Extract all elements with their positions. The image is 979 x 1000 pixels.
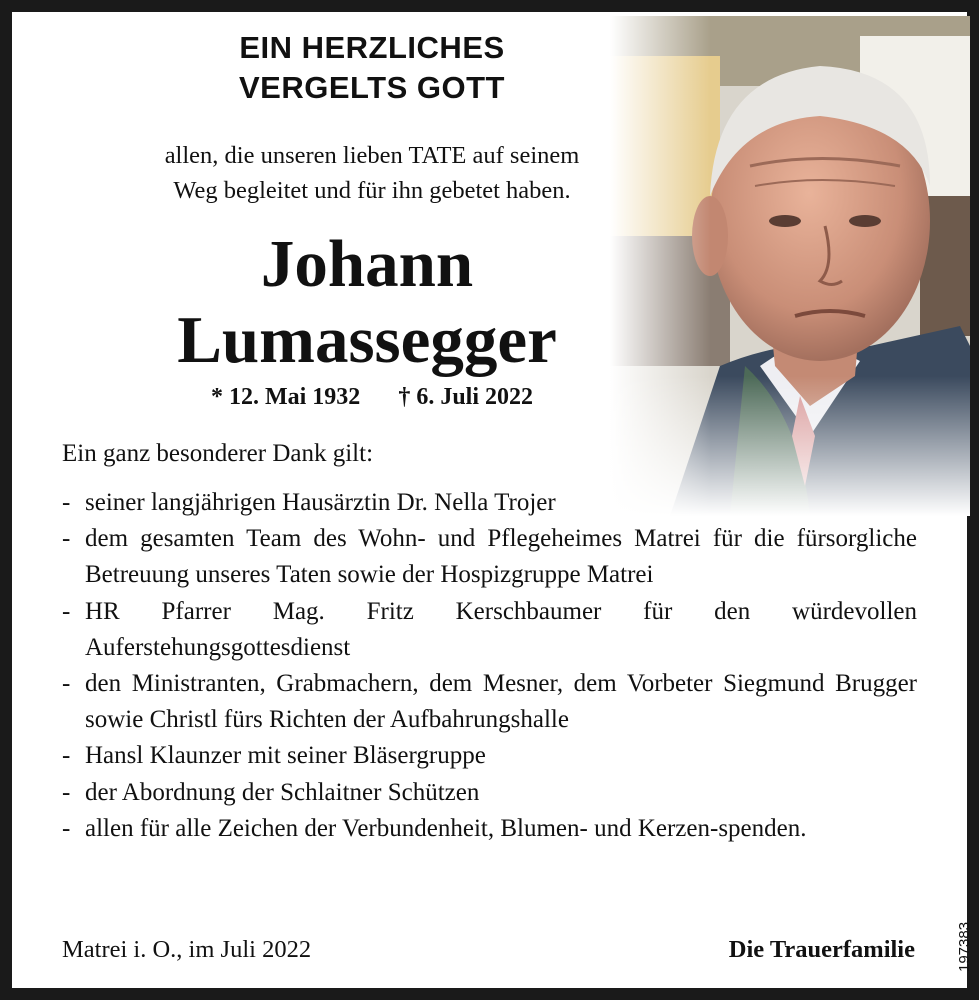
life-dates (162, 382, 582, 412)
thanks-item (62, 738, 917, 774)
dash-bullet: - (62, 670, 71, 698)
dash-bullet: - (62, 742, 71, 770)
headline (162, 28, 582, 108)
intro-line-2: Weg begleitet und für ihn gebetet haben. (173, 177, 571, 204)
signature: Die Trauerfamilie (728, 936, 915, 963)
thanks-item (62, 521, 917, 593)
place-and-date: Matrei i. O., im Juli 2022 (62, 936, 312, 963)
thanks-item-text: Hansl Klaunzer mit seiner Bläsergruppe (85, 742, 486, 770)
thanks-item (62, 594, 917, 666)
obituary-notice (12, 12, 973, 988)
headline-line-2: VERGELTS GOTT (239, 70, 505, 105)
deceased-name (102, 226, 632, 378)
dash-bullet: - (62, 525, 71, 553)
thanks-item (62, 485, 917, 521)
thanks-item-text: den Ministranten, Grabmachern, dem Mesner, dem Vorbeter Siegmund Brugger sowie Christl fürs Richten der Aufbahrungshalle (85, 670, 917, 734)
thanks-item (62, 775, 917, 811)
last-name: Lumassegger (177, 303, 557, 377)
thanks-item-text: der Abordnung der Schlaitner Schützen (85, 778, 480, 806)
dash-bullet: - (62, 814, 71, 842)
thanks-item-text: seiner langjährigen Hausärztin Dr. Nella Trojer (85, 489, 556, 516)
thanks-intro: Ein ganz besonderer Dank gilt: (62, 440, 374, 467)
intro-text (52, 138, 692, 208)
birth-date: * 12. Mai 1932 (210, 384, 361, 410)
thanks-list (62, 485, 917, 847)
headline-line-1: EIN HERZLICHES (239, 30, 505, 65)
dash-bullet: - (62, 778, 71, 806)
intro-line-1: allen, die unseren lieben TATE auf seinem (164, 142, 580, 169)
dash-bullet: - (62, 597, 71, 625)
thanks-item-text: HR Pfarrer Mag. Fritz Kerschbaumer für den würdevollen Auferstehungsgottesdienst (85, 597, 917, 661)
portrait-image (610, 16, 970, 516)
dash-bullet: - (62, 489, 71, 516)
portrait-photo (610, 16, 970, 516)
death-date: † 6. Juli 2022 (398, 384, 533, 410)
thanks-item-text: dem gesamten Team des Wohn- und Pflegeheimes Matrei für die fürsorgliche Betreuung unseres Taten sowie der Hospizgruppe Matrei (85, 525, 917, 589)
ad-id: 197383 (956, 921, 973, 972)
thanks-item (62, 666, 917, 738)
first-name: Johann (260, 227, 474, 301)
thanks-item (62, 811, 917, 847)
thanks-item-text: allen für alle Zeichen der Verbundenheit, Blumen- und Kerzen-spenden. (85, 814, 807, 842)
